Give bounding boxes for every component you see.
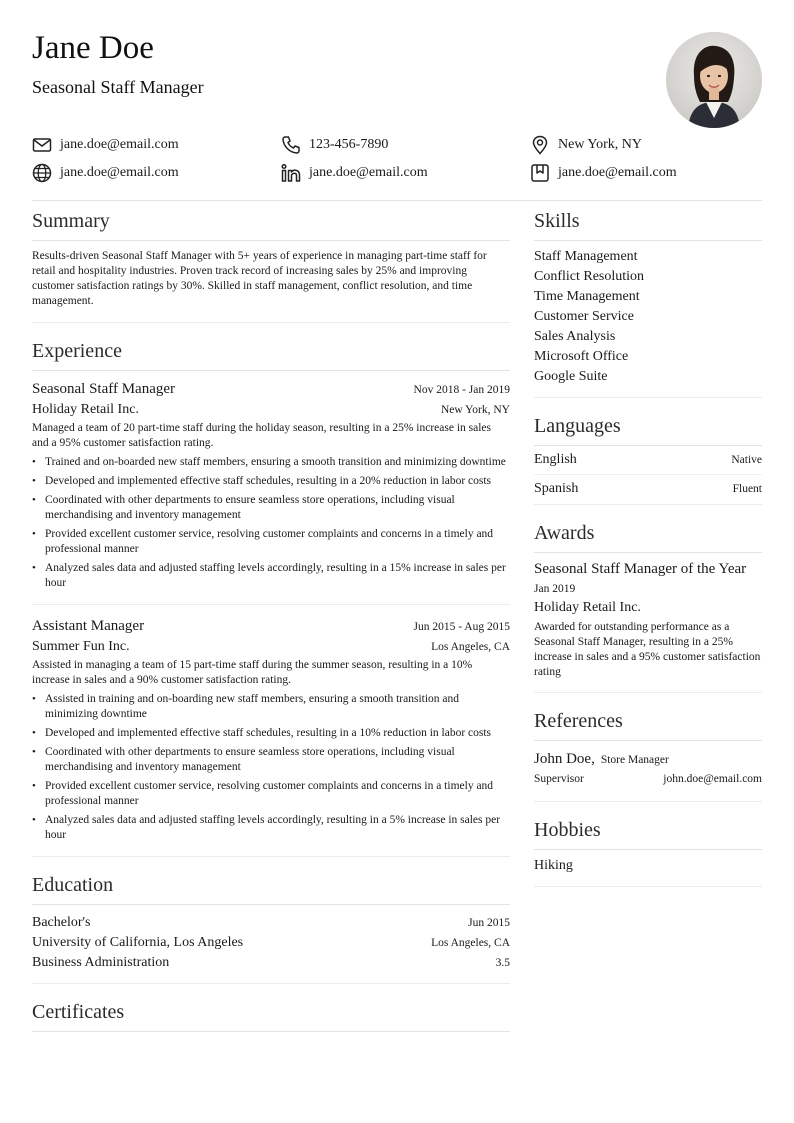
hobbies-heading: Hobbies — [534, 816, 762, 850]
job-bullet: • Developed and implemented effective staff schedules, resulting in a 20% reduction in labor costs — [32, 474, 510, 489]
language-level: Native — [731, 454, 762, 466]
skills-section — [534, 207, 762, 398]
job-bullet: • Coordinated with other departments to ensure seamless store operations, including visual merchandising and inventory management — [32, 745, 510, 775]
education-gpa: 3.5 — [495, 957, 510, 969]
references-section — [534, 693, 762, 802]
certificates-section — [32, 984, 510, 1032]
job-title: Seasonal Staff Manager — [32, 381, 176, 397]
job-entry — [32, 371, 510, 605]
language-name: Spanish — [534, 481, 579, 496]
job-company: Holiday Retail Inc. — [32, 402, 139, 417]
languages-section — [534, 398, 762, 505]
references-heading: References — [534, 707, 762, 741]
contact-phone-text: 123-456-7890 — [309, 137, 389, 152]
language-item — [534, 475, 762, 504]
job-bullet: • Developed and implemented effective staff schedules, resulting in a 10% reduction in labor costs — [32, 726, 510, 741]
reference-entry — [534, 741, 762, 789]
phone-icon — [281, 135, 301, 155]
job-bullets — [32, 692, 510, 843]
skill-item: Google Suite — [534, 369, 608, 384]
candidate-title: Seasonal Staff Manager — [32, 77, 204, 97]
contact-portfolio[interactable] — [530, 163, 762, 183]
contact-location-text: New York, NY — [558, 137, 643, 152]
languages-heading: Languages — [534, 412, 762, 446]
job-bullet: • Assisted in training and on-boarding new staff members, ensuring a smooth transition and minimizing downtime — [32, 692, 510, 722]
job-location: New York, NY — [440, 404, 510, 416]
contact-website[interactable] — [32, 163, 281, 183]
contact-phone[interactable] — [281, 135, 530, 155]
job-title: Assistant Manager — [32, 618, 145, 634]
profile-photo — [666, 32, 762, 128]
experience-section — [32, 323, 510, 857]
experience-heading: Experience — [32, 337, 510, 371]
job-description: Managed a team of 20 part-time staff during the holiday season, resulting in a 25% increase in sales and a 95% customer satisfaction rating. — [32, 422, 492, 449]
contact-linkedin-text: jane.doe@email.com — [309, 165, 428, 180]
award-title: Seasonal Staff Manager of the Year — [534, 561, 747, 577]
award-description: Awarded for outstanding performance as a Seasonal Staff Manager, resulting in a 25% increase in sales and a 95% customer satisfaction rating — [534, 621, 761, 678]
globe-icon — [32, 163, 52, 183]
education-school: University of California, Los Angeles — [32, 935, 244, 950]
contact-location — [530, 135, 762, 155]
summary-heading: Summary — [32, 207, 510, 241]
contact-email-text: jane.doe@email.com — [60, 137, 179, 152]
job-dates: Nov 2018 - Jan 2019 — [413, 384, 510, 396]
award-entry — [534, 553, 762, 680]
job-bullets — [32, 455, 510, 591]
job-dates: Jun 2015 - Aug 2015 — [413, 621, 510, 633]
contact-email[interactable] — [32, 135, 281, 155]
awards-heading: Awards — [534, 519, 762, 553]
skills-list — [534, 241, 762, 387]
linkedin-icon — [281, 163, 301, 183]
job-company: Summer Fun Inc. — [32, 639, 130, 654]
skill-item: Microsoft Office — [534, 349, 629, 364]
summary-section — [32, 207, 510, 323]
contact-linkedin[interactable] — [281, 163, 530, 183]
language-level: Fluent — [732, 483, 762, 495]
skill-item: Customer Service — [534, 309, 634, 324]
hobby-item: Hiking — [534, 858, 573, 873]
award-date: Jan 2019 — [534, 583, 576, 595]
education-entry — [32, 905, 510, 983]
location-pin-icon — [530, 135, 550, 155]
reference-relation: Supervisor — [534, 773, 584, 785]
reference-email[interactable]: john.doe@email.com — [663, 773, 762, 785]
contact-portfolio-text: jane.doe@email.com — [558, 165, 677, 180]
skill-item: Conflict Resolution — [534, 269, 645, 284]
language-item — [534, 446, 762, 475]
job-bullet: • Analyzed sales data and adjusted staffing levels accordingly, resulting in a 15% increase in sales per hour — [32, 561, 510, 591]
contact-list — [32, 135, 762, 183]
job-bullet: • Coordinated with other departments to ensure seamless store operations, including visual merchandising and inventory management — [32, 493, 510, 523]
job-bullet: • Provided excellent customer service, resolving customer complaints and concerns in a timely and professional manner — [32, 779, 510, 809]
job-bullet: • Trained and on-boarded new staff members, ensuring a smooth transition and minimizing downtime — [32, 455, 510, 470]
job-entry — [32, 605, 510, 856]
skill-item: Time Management — [534, 289, 640, 304]
education-heading: Education — [32, 871, 510, 905]
reference-name: John Doe, — [534, 751, 595, 767]
bookmark-icon — [530, 163, 550, 183]
right-column — [534, 207, 762, 887]
education-degree: Bachelor's — [32, 915, 91, 930]
education-date: Jun 2015 — [468, 917, 510, 929]
header-divider — [32, 200, 762, 201]
skills-heading: Skills — [534, 207, 762, 241]
job-bullet: • Analyzed sales data and adjusted staffing levels accordingly, resulting in a 5% increase in sales per hour — [32, 813, 510, 843]
job-bullet: • Provided excellent customer service, resolving customer complaints and concerns in a timely and professional manner — [32, 527, 510, 557]
language-name: English — [534, 452, 577, 467]
certificates-heading: Certificates — [32, 998, 510, 1032]
education-location: Los Angeles, CA — [431, 937, 510, 949]
skill-item: Staff Management — [534, 249, 638, 264]
job-description: Assisted in managing a team of 15 part-time staff during the summer season, resulting in a 10% increase in sales and a 90% customer satisfaction rating. — [32, 659, 473, 686]
reference-role: Store Manager — [600, 754, 669, 766]
awards-section — [534, 505, 762, 693]
left-column — [32, 207, 510, 1032]
award-issuer: Holiday Retail Inc. — [534, 600, 641, 615]
hobbies-section — [534, 802, 762, 887]
summary-text: Results-driven Seasonal Staff Manager with 5+ years of experience in managing part-time staff for retail and hospitality industries. Proven track record of increasing sales by 25% and improving customer satisfaction ratings by 30%. Skilled in staff management, conflict resolution, and time management. — [32, 250, 487, 307]
contact-website-text: jane.doe@email.com — [60, 165, 179, 180]
job-location: Los Angeles, CA — [431, 641, 510, 653]
skill-item: Sales Analysis — [534, 329, 616, 344]
candidate-name: Jane Doe — [32, 30, 154, 66]
mail-icon — [32, 135, 52, 155]
education-section — [32, 857, 510, 984]
education-field: Business Administration — [32, 955, 170, 970]
